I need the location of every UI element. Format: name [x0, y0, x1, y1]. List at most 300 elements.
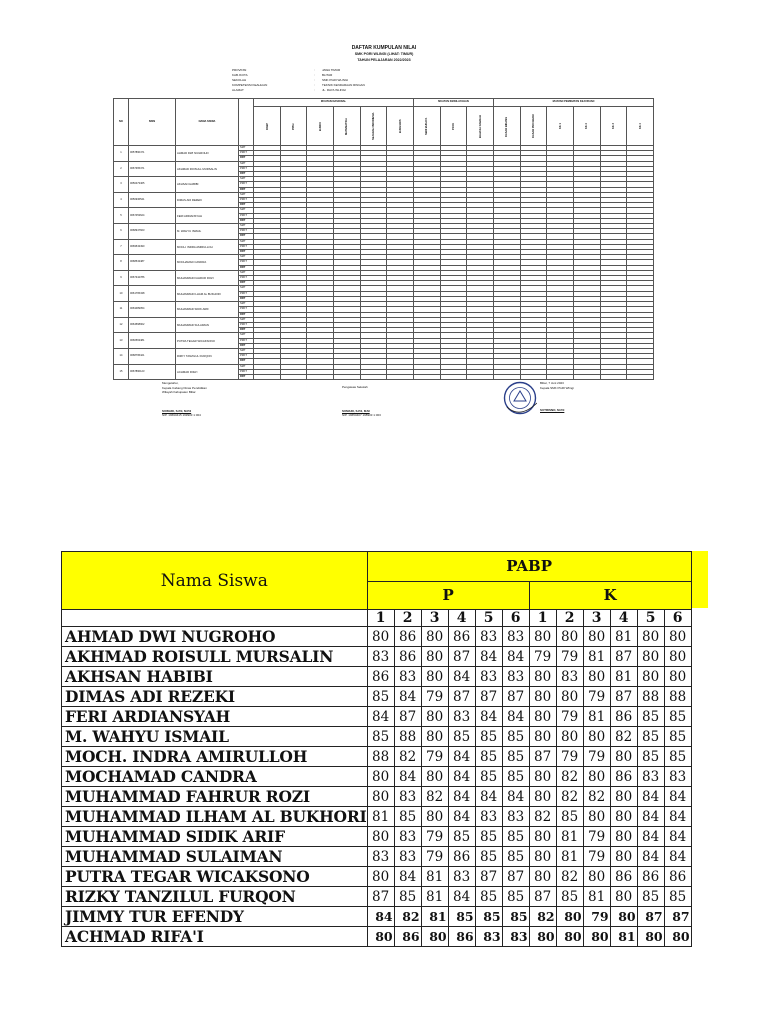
score-k: 81: [583, 887, 610, 907]
info-key: SEKOLAH: [232, 78, 247, 82]
row-type: SMT: [239, 208, 254, 213]
score-p: 81: [421, 867, 448, 887]
student-row: [62, 707, 692, 727]
score-p: 85: [475, 847, 502, 867]
info-key: KAB./KOTA: [232, 73, 248, 77]
score-p: 83: [394, 847, 421, 867]
row-name: RIZKY TANZILUL FURQON: [176, 348, 239, 364]
sig-left-nip: NIP. 19690415 199903 1 004: [162, 413, 201, 417]
score-k: 87: [610, 647, 637, 667]
score-p: 85: [448, 827, 475, 847]
student-row: [62, 727, 692, 747]
row-type: SMT: [239, 224, 254, 229]
score-k: 82: [529, 907, 556, 927]
student-name: M. WAHYU ISMAIL: [62, 727, 368, 747]
score-k: 80: [610, 787, 637, 807]
score-k: 80: [637, 627, 664, 647]
score-k: 79: [556, 707, 583, 727]
sig-mid-line1: Pengawas Sekolah: [342, 385, 368, 389]
row-type: SMT: [239, 286, 254, 291]
score-k: 86: [610, 707, 637, 727]
score-k: 87: [529, 887, 556, 907]
pabp-grade-table: [61, 551, 692, 947]
student-name: ACHMAD RIFA'I: [62, 927, 368, 947]
grade-cell: [413, 374, 440, 379]
sig-left-name: SUWADI, S.Pd, M.Pd: [162, 408, 192, 413]
student-row: [62, 667, 692, 687]
score-p: 79: [421, 687, 448, 707]
score-k: 80: [637, 667, 664, 687]
column-number: 4: [610, 610, 637, 627]
score-p: 83: [394, 667, 421, 687]
row-nisn: 0061765438: [129, 286, 176, 302]
score-p: 83: [502, 807, 529, 827]
score-k: 79: [583, 827, 610, 847]
row-type: PRKT: [239, 151, 254, 156]
column-number: 2: [394, 610, 421, 627]
score-p: 86: [448, 847, 475, 867]
score-p: 85: [475, 827, 502, 847]
student-name: MUHAMMAD SULAIMAN: [62, 847, 368, 867]
row-type: PRKT: [239, 166, 254, 171]
score-p: 84: [367, 707, 394, 727]
row-name: MUHAMMAD ILHAM AL BUKHORI: [176, 286, 239, 302]
subject-header: PPKn: [280, 107, 307, 146]
subject-header: DASAR BIDANG: [493, 107, 520, 146]
row-type: RRT: [239, 328, 254, 333]
score-p: 84: [502, 787, 529, 807]
score-p: 85: [502, 907, 529, 927]
student-row: [62, 847, 692, 867]
score-k: 82: [610, 727, 637, 747]
student-row: [62, 647, 692, 667]
score-p: 84: [448, 887, 475, 907]
score-p: 85: [502, 827, 529, 847]
score-p: 84: [448, 667, 475, 687]
row-name: M. WAHYU ISMAIL: [176, 224, 239, 240]
row-type: PRKT: [239, 307, 254, 312]
row-type: PRKT: [239, 369, 254, 374]
row-type: PRKT: [239, 213, 254, 218]
row-nisn: 0050936541: [129, 192, 176, 208]
row-type: PRKT: [239, 354, 254, 359]
score-p: 84: [475, 787, 502, 807]
row-nisn: 0068795421: [129, 348, 176, 364]
student-name: AKHMAD ROISULL MURSALIN: [62, 647, 368, 667]
score-p: 80: [421, 767, 448, 787]
row-type: SMT: [239, 239, 254, 244]
score-k: 85: [556, 807, 583, 827]
signature-left: [162, 381, 207, 418]
grade-cell: [627, 374, 654, 379]
score-p: 86: [394, 927, 421, 947]
info-colon: :: [314, 83, 315, 87]
row-no: 7: [114, 239, 129, 255]
score-k: 80: [610, 827, 637, 847]
score-p: 79: [421, 747, 448, 767]
info-key: ALAMAT: [232, 88, 244, 92]
score-p: 87: [367, 887, 394, 907]
score-k: 80: [529, 787, 556, 807]
info-value: JAWA TIMUR: [322, 68, 341, 72]
score-p: 83: [475, 667, 502, 687]
score-k: 81: [610, 627, 637, 647]
score-p: 85: [367, 687, 394, 707]
score-p: 83: [502, 667, 529, 687]
grade-cell: [254, 374, 281, 379]
score-p: 86: [367, 667, 394, 687]
score-k: 79: [556, 647, 583, 667]
score-p: 83: [394, 787, 421, 807]
score-k: 85: [664, 747, 691, 767]
col-name: NAMA SISWA: [176, 99, 239, 146]
row-name: AKHSAN HABIBI: [176, 177, 239, 193]
row-no: 1: [114, 146, 129, 162]
sig-right-line1: Blitar, 7 Juni 2023: [540, 381, 564, 385]
student-name: RIZKY TANZILUL FURQON: [62, 887, 368, 907]
score-k: 85: [664, 887, 691, 907]
student-row: [62, 627, 692, 647]
score-p: 85: [448, 727, 475, 747]
score-p: 80: [421, 627, 448, 647]
score-k: 80: [529, 767, 556, 787]
score-p: 87: [502, 867, 529, 887]
score-k: 81: [583, 707, 610, 727]
score-p: 83: [475, 627, 502, 647]
row-type: PRKT: [239, 182, 254, 187]
score-p: 81: [421, 887, 448, 907]
score-k: 81: [583, 647, 610, 667]
score-k: 86: [664, 867, 691, 887]
score-k: 80: [583, 807, 610, 827]
grade-cell: [547, 374, 574, 379]
row-type: RRT: [239, 312, 254, 317]
score-p: 82: [421, 787, 448, 807]
score-k: 83: [637, 767, 664, 787]
info-colon: :: [314, 68, 315, 72]
row-nisn: 0067890123: [129, 364, 176, 380]
row-type: SMT: [239, 255, 254, 260]
row-type: SMT: [239, 146, 254, 151]
score-k: 85: [637, 747, 664, 767]
row-name: MUHAMMAD SULAIMAN: [176, 317, 239, 333]
score-p: 88: [394, 727, 421, 747]
score-k: 82: [556, 767, 583, 787]
subject-header: MATEMATIKA: [333, 107, 360, 146]
score-k: 85: [664, 727, 691, 747]
row-nisn: 0067453624: [129, 208, 176, 224]
score-p: 83: [367, 847, 394, 867]
row-type: RRT: [239, 281, 254, 286]
student-row: [62, 827, 692, 847]
score-k: 85: [637, 707, 664, 727]
sig-right-name: SUTRISNO, M.Pd: [540, 408, 565, 412]
score-k: 80: [529, 727, 556, 747]
score-k: 82: [583, 787, 610, 807]
info-value: SMK PGRI WLINGI: [322, 78, 349, 82]
row-no: 11: [114, 302, 129, 318]
score-p: 82: [394, 747, 421, 767]
row-no: 14: [114, 348, 129, 364]
score-p: 83: [502, 927, 529, 947]
score-k: 81: [556, 827, 583, 847]
subject-header: B.INGGRIS: [387, 107, 414, 146]
score-p: 84: [502, 647, 529, 667]
score-p: 85: [502, 847, 529, 867]
score-k: 84: [637, 827, 664, 847]
group-kewilayahan: MUATAN KEWILAYAHAN: [413, 99, 493, 107]
score-k: 80: [583, 667, 610, 687]
score-p: 85: [475, 747, 502, 767]
row-nisn: 0067342786: [129, 270, 176, 286]
row-type: SMT: [239, 192, 254, 197]
sig-left-line3: Wilayah Kabupaten Blitar: [162, 390, 196, 394]
score-p: 79: [421, 847, 448, 867]
row-type: SMT: [239, 302, 254, 307]
score-k: 84: [664, 787, 691, 807]
score-p: 84: [367, 907, 394, 927]
row-nisn: 0050473465: [129, 177, 176, 193]
score-k: 88: [637, 687, 664, 707]
score-k: 87: [610, 687, 637, 707]
score-p: 80: [367, 827, 394, 847]
grade-cell: [600, 374, 627, 379]
row-type: RRT: [239, 343, 254, 348]
score-p: 84: [448, 787, 475, 807]
row-type: PRKT: [239, 338, 254, 343]
student-name: MOCHAMAD CANDRA: [62, 767, 368, 787]
column-number: 6: [502, 610, 529, 627]
row-nisn: 0067365471: [129, 161, 176, 177]
column-number: 3: [583, 610, 610, 627]
row-type: PRKT: [239, 276, 254, 281]
grade-cell: [573, 374, 600, 379]
k-header: K: [529, 581, 691, 609]
student-row: [62, 807, 692, 827]
info-key: PROVINSI: [232, 68, 247, 72]
grade-cell: [280, 374, 307, 379]
score-k: 80: [556, 927, 583, 947]
student-row: [62, 767, 692, 787]
score-p: 86: [448, 627, 475, 647]
student-name: MUHAMMAD SIDIK ARIF: [62, 827, 368, 847]
score-k: 84: [664, 807, 691, 827]
subject-header: PJOK: [440, 107, 467, 146]
score-k: 80: [583, 767, 610, 787]
row-no: 5: [114, 208, 129, 224]
student-row: [62, 907, 692, 927]
score-k: 80: [664, 927, 691, 947]
score-k: 80: [610, 887, 637, 907]
score-p: 85: [475, 907, 502, 927]
student-name: DIMAS ADI REZEKI: [62, 687, 368, 707]
score-k: 79: [583, 747, 610, 767]
score-k: 84: [664, 827, 691, 847]
sig-mid-nip: NIP. 19650407 198903 1 003: [342, 413, 381, 417]
column-number: 6: [664, 610, 691, 627]
info-value: TEKNIK KENDARAAN RINGAN: [322, 83, 365, 87]
grade-cell: [307, 374, 334, 379]
score-p: 85: [502, 747, 529, 767]
score-p: 80: [367, 927, 394, 947]
score-k: 80: [583, 927, 610, 947]
score-k: 84: [637, 847, 664, 867]
score-k: 80: [556, 687, 583, 707]
document-info-block: [232, 68, 365, 93]
score-p: 82: [394, 907, 421, 927]
score-k: 83: [556, 667, 583, 687]
subject-header: B.INDO: [307, 107, 334, 146]
score-p: 85: [475, 727, 502, 747]
subject-header: KK 2: [573, 107, 600, 146]
row-no: 10: [114, 286, 129, 302]
document-title: DAFTAR KUMPULAN NILAI: [351, 45, 417, 51]
score-k: 80: [529, 927, 556, 947]
row-type: SMT: [239, 317, 254, 322]
row-name: MUHAMMAD SIDIK ARIF: [176, 302, 239, 318]
row-type: SMT: [239, 270, 254, 275]
score-k: 80: [583, 867, 610, 887]
student-row: [62, 887, 692, 907]
subject-header: KK 1: [547, 107, 574, 146]
score-k: 86: [637, 867, 664, 887]
score-p: 84: [448, 807, 475, 827]
score-p: 85: [448, 907, 475, 927]
row-no: 3: [114, 177, 129, 193]
score-p: 80: [421, 647, 448, 667]
score-k: 80: [529, 687, 556, 707]
student-row: [62, 787, 692, 807]
school-year: TAHUN PELAJARAN 2022/2023: [357, 58, 411, 62]
grade-cell: [387, 374, 414, 379]
row-type: RRT: [239, 203, 254, 208]
score-k: 80: [556, 627, 583, 647]
row-no: 15: [114, 364, 129, 380]
grade-cell: [333, 374, 360, 379]
score-k: 80: [583, 727, 610, 747]
row-type: PRKT: [239, 322, 254, 327]
column-number: 1: [529, 610, 556, 627]
row-nisn: 0060563481: [129, 333, 176, 349]
row-no: 13: [114, 333, 129, 349]
row-no: 4: [114, 192, 129, 208]
score-p: 87: [502, 687, 529, 707]
score-p: 85: [475, 767, 502, 787]
score-p: 83: [448, 707, 475, 727]
score-p: 85: [394, 887, 421, 907]
score-p: 83: [475, 927, 502, 947]
score-k: 81: [610, 927, 637, 947]
score-p: 84: [448, 747, 475, 767]
info-value: JL. RAYA WLINGI: [322, 88, 346, 92]
row-type: RRT: [239, 187, 254, 192]
student-name: AKHSAN HABIBI: [62, 667, 368, 687]
score-k: 82: [529, 807, 556, 827]
grade-cell: [493, 374, 520, 379]
school-name: SMK PGRI WLINGI (LIHAT: TIMUR): [354, 52, 414, 56]
score-p: 86: [394, 647, 421, 667]
student-row: [62, 687, 692, 707]
row-type: RRT: [239, 172, 254, 177]
subject-header: DASAR PROGRAM: [520, 107, 547, 146]
score-k: 86: [610, 767, 637, 787]
score-p: 80: [421, 727, 448, 747]
score-k: 80: [610, 747, 637, 767]
score-k: 80: [529, 867, 556, 887]
info-colon: :: [314, 78, 315, 82]
score-p: 83: [367, 647, 394, 667]
score-p: 80: [367, 867, 394, 887]
row-type: SMT: [239, 348, 254, 353]
grade-cell: [467, 374, 494, 379]
score-p: 88: [367, 747, 394, 767]
row-type: SMT: [239, 161, 254, 166]
score-k: 80: [529, 627, 556, 647]
score-p: 83: [394, 827, 421, 847]
info-colon: :: [314, 88, 315, 92]
row-no: 12: [114, 317, 129, 333]
score-k: 81: [556, 847, 583, 867]
score-k: 79: [583, 847, 610, 867]
score-k: 84: [637, 787, 664, 807]
grade-cell: [440, 374, 467, 379]
score-k: 80: [529, 827, 556, 847]
column-number: 4: [448, 610, 475, 627]
info-value: BLITAR: [322, 73, 333, 77]
score-p: 83: [448, 867, 475, 887]
score-k: 80: [664, 667, 691, 687]
column-number: 3: [421, 610, 448, 627]
subject-header: KK 3: [600, 107, 627, 146]
score-k: 80: [529, 667, 556, 687]
row-nisn: 0068543487: [129, 255, 176, 271]
name-column-header: Nama Siswa: [62, 552, 368, 610]
column-number: 2: [556, 610, 583, 627]
row-nisn: 0069543490: [129, 239, 176, 255]
score-p: 87: [448, 687, 475, 707]
signature-right: [540, 381, 574, 413]
score-k: 82: [556, 867, 583, 887]
row-type: PRKT: [239, 244, 254, 249]
subject-header: SENI BUDAYA: [413, 107, 440, 146]
score-k: 87: [529, 747, 556, 767]
sig-left-line2: Kepala Cabang Dinas Pendidikan: [162, 385, 207, 390]
sig-right-line2: Kepala SMK PGRI Wlingi: [540, 385, 574, 390]
row-name: PUTRA TEGAR WICAKSONO: [176, 333, 239, 349]
col-no: NO: [114, 99, 129, 146]
score-p: 80: [367, 627, 394, 647]
score-k: 85: [556, 887, 583, 907]
score-k: 83: [664, 767, 691, 787]
score-p: 80: [421, 807, 448, 827]
student-name: MUHAMMAD ILHAM AL BUKHORI: [62, 807, 368, 827]
score-k: 80: [556, 727, 583, 747]
score-k: 79: [583, 687, 610, 707]
score-p: 85: [502, 727, 529, 747]
score-k: 79: [556, 747, 583, 767]
score-k: 80: [556, 907, 583, 927]
score-p: 85: [502, 887, 529, 907]
score-p: 84: [394, 867, 421, 887]
score-k: 84: [664, 847, 691, 867]
score-k: 80: [610, 807, 637, 827]
student-row: [62, 927, 692, 947]
row-nisn: 0063489054: [129, 302, 176, 318]
student-name: AHMAD DWI NUGROHO: [62, 627, 368, 647]
score-k: 80: [529, 707, 556, 727]
row-type: PRKT: [239, 229, 254, 234]
school-stamp-icon: [503, 381, 537, 415]
